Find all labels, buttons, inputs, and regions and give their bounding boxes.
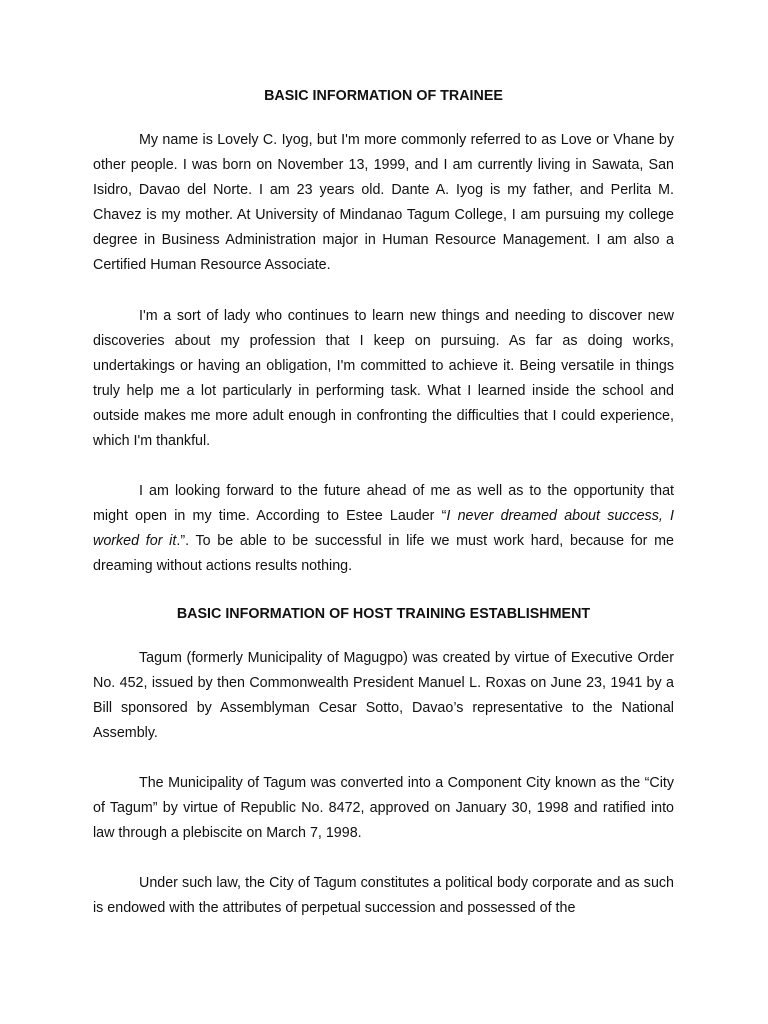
trainee-paragraph-1: My name is Lovely C. Iyog, but I'm more commonly referred to as Love or Vhane by other people. I was born on November 13, 1999, and I am currently living in Sawata, San Isidro, Davao del Norte. I am 23 years old. Dante A. Iyog is my father, and Perlita M. Chavez is my mother. At University of Mindanao Tagum College, I am pursuing my college degree in Business Administration major in Human Resource Management. I am also a Certified Human Resource Associate. xyxy=(93,132,674,274)
host-paragraph-3: Under such law, the City of Tagum constitutes a political body corporate and as such is endowed with the attributes of perpetual succession and possessed of the xyxy=(93,875,674,917)
trainee-paragraph-2: I'm a sort of lady who continues to learn new things and needing to discover new discoveries about my profession that I keep on pursuing. As far as doing works, undertakings or having an obligation, I'm committed to achieve it. Being versatile in things truly help me a lot particularly in performing task. What I learned inside the school and outside makes me more adult enough in confronting the difficulties that I could experience, which I'm thankful. xyxy=(93,307,674,450)
trainee-paragraph-3 xyxy=(93,479,674,579)
quote-tail-text: .”. To be able to be successful in life we must work hard, because for me dreaming without actions results nothing. xyxy=(93,533,674,575)
quote-lead-text: I am looking forward to the future ahead of me as well as to the opportunity that might open in my time. According to Estee Lauder “ xyxy=(93,483,674,525)
host-heading: BASIC INFORMATION OF HOST TRAINING ESTABLISHMENT xyxy=(176,605,591,622)
host-paragraph-2: The Municipality of Tagum was converted into a Component City known as the “City of Tagum” by virtue of Republic No. 8472, approved on January 30, 1998 and ratified into law through a plebiscite on March 7, 1998. xyxy=(93,774,674,842)
host-paragraph-1: Tagum (formerly Municipality of Magugpo) was created by virtue of Executive Order No. 452, issued by then Commonwealth President Manuel L. Roxas on June 23, 1941 by a Bill sponsored by Assemblyman Cesar Sotto, Davao’s representative to the National Assembly. xyxy=(93,649,674,741)
trainee-heading: BASIC INFORMATION OF TRAINEE xyxy=(264,88,503,104)
estee-lauder-quote: I never dreamed about success, I worked for it xyxy=(93,508,675,550)
